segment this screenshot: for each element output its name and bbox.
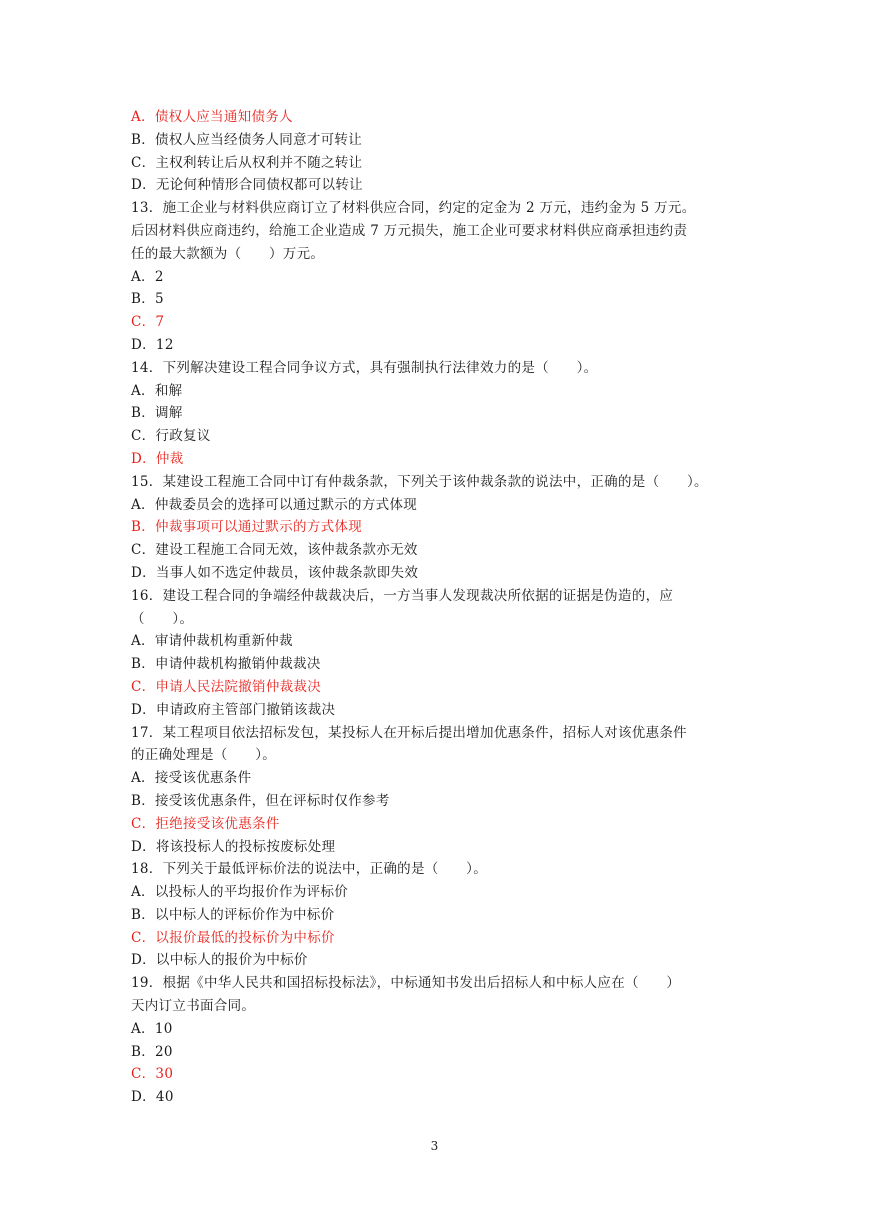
text-line: D．12 xyxy=(131,336,174,353)
text-line: 18．下列关于最低评标价法的说法中，正确的是（ ）。 xyxy=(131,861,488,878)
text-line: A．以投标人的平均报价作为评标价 xyxy=(131,884,349,901)
text-line: B．20 xyxy=(131,1043,173,1060)
text-line: C．拒绝接受该优惠条件 xyxy=(131,815,280,832)
text-line: B．债权人应当经债务人同意才可转让 xyxy=(131,131,363,148)
text-line: D．40 xyxy=(131,1089,174,1106)
text-line: D．以中标人的报价为中标价 xyxy=(131,952,308,969)
text-line: A．审请仲裁机构重新仲裁 xyxy=(131,633,293,650)
page-number: 3 xyxy=(430,1139,439,1153)
text-line: B．5 xyxy=(131,291,164,308)
text-line: 19．根据《中华人民共和国招标投标法》，中标通知书发出后招标人和中标人应在（ ） xyxy=(131,975,681,992)
text-line: 任的最大款额为（ ）万元。 xyxy=(131,245,325,262)
text-line: 的正确处理是（ ）。 xyxy=(131,747,277,764)
text-line: C．30 xyxy=(131,1066,174,1083)
text-line: C．主权利转让后从权利并不随之转让 xyxy=(131,154,363,171)
text-line: 天内订立书面合同。 xyxy=(131,998,256,1015)
text-line: B．调解 xyxy=(131,405,183,422)
question-text-body xyxy=(131,106,741,1109)
text-line: A．仲裁委员会的选择可以通过默示的方式体现 xyxy=(131,496,418,513)
text-line: 15．某建设工程施工合同中订有仲裁条款，下列关于该仲裁条款的说法中，正确的是（ ）。 xyxy=(131,473,708,490)
text-line: D．申请政府主管部门撤销该裁决 xyxy=(131,701,336,718)
text-line: A．2 xyxy=(131,268,164,285)
text-line: D．仲裁 xyxy=(131,450,184,467)
text-line: 16．建设工程合同的争端经仲裁裁决后，一方当事人发现裁决所依据的证据是伪造的，应 xyxy=(131,587,674,604)
text-line: A．和解 xyxy=(131,382,183,399)
text-line: A．接受该优惠条件 xyxy=(131,770,252,787)
text-line: D．当事人如不选定仲裁员，该仲裁条款即失效 xyxy=(131,564,419,581)
text-line: A．10 xyxy=(131,1020,173,1037)
text-line: 14．下列解决建设工程合同争议方式，具有强制执行法律效力的是（ ）。 xyxy=(131,359,598,376)
text-line: B．仲裁事项可以通过默示的方式体现 xyxy=(131,519,363,536)
text-line: （ ）。 xyxy=(131,610,194,627)
text-line: D．将该投标人的投标按废标处理 xyxy=(131,838,336,855)
text-line: 后因材料供应商违约，给施工企业造成 7 万元损失，施工企业可要求材料供应商承担违约责 xyxy=(131,222,688,239)
text-line: 17．某工程项目依法招标发包，某投标人在开标后提出增加优惠条件，招标人对该优惠条件 xyxy=(131,724,687,741)
text-line: B．以中标人的评标价作为中标价 xyxy=(131,906,335,923)
text-line: B．接受该优惠条件，但在评标时仅作参考 xyxy=(131,792,390,809)
text-line: C．行政复议 xyxy=(131,428,211,445)
text-line: C．建设工程施工合同无效，该仲裁条款亦无效 xyxy=(131,542,418,559)
text-line: B．申请仲裁机构撤销仲裁裁决 xyxy=(131,656,321,673)
text-line: D．无论何种情形合同债权都可以转让 xyxy=(131,177,363,194)
text-line: C．7 xyxy=(131,314,165,331)
text-line: A．债权人应当通知债务人 xyxy=(131,109,293,125)
text-line: 13．施工企业与材料供应商订立了材料供应合同，约定的定金为 2 万元，违约金为 5 万元。 xyxy=(131,200,696,217)
text-line: C．申请人民法院撤销仲裁裁决 xyxy=(131,678,322,695)
text-line: C．以报价最低的投标价为中标价 xyxy=(131,929,335,946)
